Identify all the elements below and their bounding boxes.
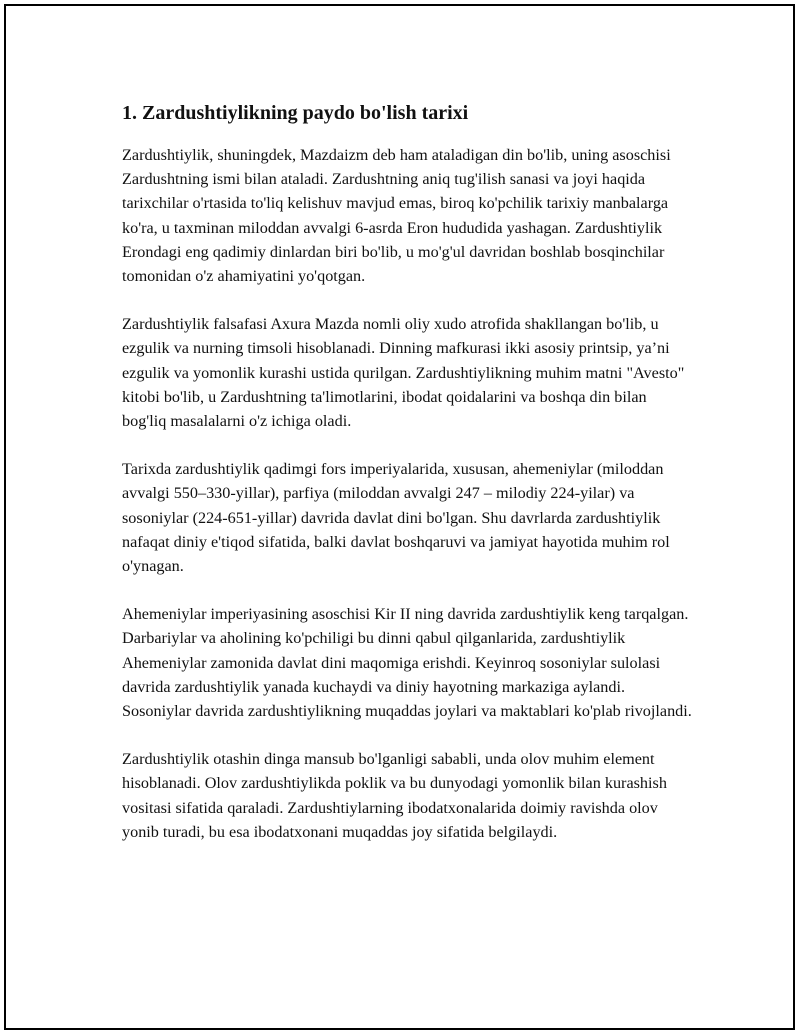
section-heading: 1. Zardushtiylikning paydo bo'lish tarixi [122, 102, 469, 124]
paragraph-ahemeniylar: Ahemeniylar imperiyasining asoschisi Kir II ning davrida zardushtiylik keng tarqalgan. Darbariylar va aholining ko'pchiligi bu dinni qabul qilganlarida, zardushtiylik Ahemeniylar zamonida davlat dini maqomiga erishdi. Keyinroq sosoniylar sulolasi davrida zardushtiylik yanada kuchaydi va diniy hayotning markaziga aylandi. Sosoniylar davrida zardushtiylikning muqaddas joylari va maktablari ko'plab rivojlandi. [122, 605, 692, 721]
paragraph-history: Tarixda zardushtiylik qadimgi fors imperiyalarida, xususan, ahemeniylar (miloddan avvalgi 550–330-yillar), parfiya (miloddan avvalgi 247 – milodiy 224-yilar) va sosoniylar (224-651-yillar) davrida davlat dini bo'lgan. Shu davrlarda zardushtiylik nafaqat diniy e'tiqod sifatida, balki davlat boshqaruvi va jamiyat hayotida muhim rol o'ynagan. [122, 460, 670, 576]
paragraph-fire: Zardushtiylik otashin dinga mansub bo'lganligi sababli, unda olov muhim element hisoblanadi. Olov zardushtiylikda poklik va bu dunyodagi yomonlik bilan kurashish vositasi sifatida qaraladi. Zardushtiylarning ibodatxonalarida doimiy ravishda olov yonib turadi, bu esa ibodatxonani muqaddas joy sifatida belgilaydi. [122, 750, 667, 841]
page-frame [4, 4, 795, 1030]
paragraph-origin: Zardushtiylik, shuningdek, Mazdaizm deb ham ataladigan din bo'lib, uning asoschisi Zardushtning ismi bilan ataladi. Zardushtning aniq tug'ilish sanasi va joyi haqida tarixchilar o'rtasida to'liq kelishuv mavjud emas, biroq ko'pchilik tarixiy manbalarga ko'ra, u taxminan miloddan avvalgi 6-asrda Eron hududida yashagan. Zardushtiylik Erondagi eng qadimiy dinlardan biri bo'lib, u mo'g'ul davridan boshlab bosqinchilar tomonidan o'z ahamiyatini yo'qotgan. [122, 146, 671, 286]
paragraph-philosophy: Zardushtiylik falsafasi Axura Mazda nomli oliy xudo atrofida shakllangan bo'lib, u ezgulik va nurning timsoli hisoblanadi. Dinning mafkurasi ikki asosiy printsip, ya’ni ezgulik va yomonlik kurashi ustida qurilgan. Zardushtiylikning muhim matni "Avesto" kitobi bo'lib, u Zardushtning ta'limotlarini, ibodat qoidalarini va boshqa din bilan bog'liq masalalarni o'z ichiga oladi. [122, 315, 685, 431]
document-content [122, 100, 692, 868]
